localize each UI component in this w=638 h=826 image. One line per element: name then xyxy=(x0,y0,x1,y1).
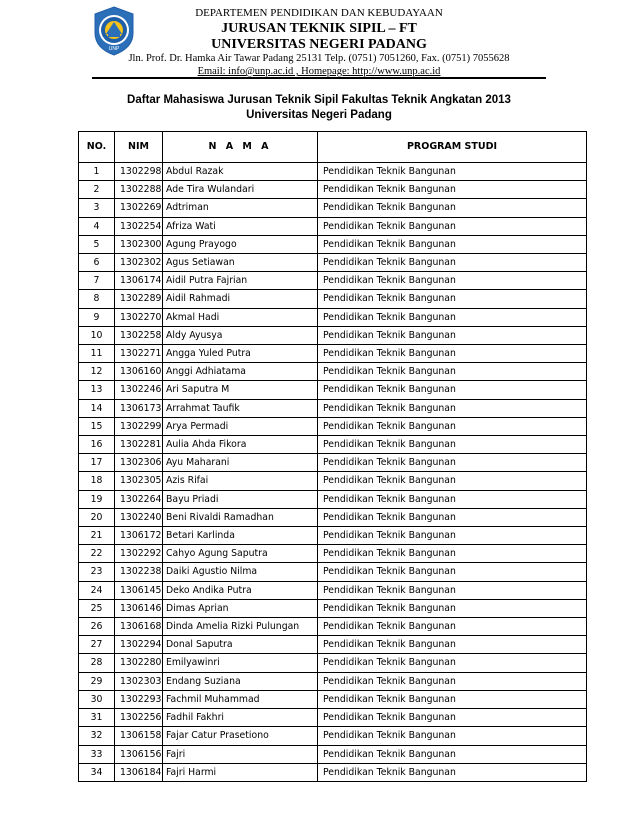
cell-nim: 1302264 xyxy=(115,490,163,508)
cell-no: 33 xyxy=(79,745,115,763)
cell-no: 1 xyxy=(79,163,115,181)
cell-name: Dimas Aprian xyxy=(163,599,318,617)
table-row xyxy=(79,672,587,690)
cell-name: Arrahmat Taufik xyxy=(163,399,318,417)
cell-program: Pendidikan Teknik Bangunan xyxy=(318,217,587,235)
cell-program: Pendidikan Teknik Bangunan xyxy=(318,654,587,672)
cell-program: Pendidikan Teknik Bangunan xyxy=(318,417,587,435)
cell-program: Pendidikan Teknik Bangunan xyxy=(318,745,587,763)
table-body xyxy=(79,163,587,782)
cell-no: 29 xyxy=(79,672,115,690)
table-row xyxy=(79,163,587,181)
cell-program: Pendidikan Teknik Bangunan xyxy=(318,272,587,290)
table-row xyxy=(79,399,587,417)
table-row xyxy=(79,727,587,745)
table-row xyxy=(79,508,587,526)
cell-nim: 1302280 xyxy=(115,654,163,672)
table-row xyxy=(79,454,587,472)
table-row xyxy=(79,308,587,326)
cell-name: Arya Permadi xyxy=(163,417,318,435)
cell-program: Pendidikan Teknik Bangunan xyxy=(318,399,587,417)
table-row xyxy=(79,363,587,381)
table-row xyxy=(79,217,587,235)
cell-no: 19 xyxy=(79,490,115,508)
cell-program: Pendidikan Teknik Bangunan xyxy=(318,199,587,217)
cell-program: Pendidikan Teknik Bangunan xyxy=(318,672,587,690)
cell-nim: 1302293 xyxy=(115,690,163,708)
cell-no: 26 xyxy=(79,618,115,636)
cell-program: Pendidikan Teknik Bangunan xyxy=(318,636,587,654)
cell-nim: 1306184 xyxy=(115,763,163,781)
header-nim: NIM xyxy=(115,132,163,163)
cell-no: 34 xyxy=(79,763,115,781)
cell-nim: 1302281 xyxy=(115,436,163,454)
cell-program: Pendidikan Teknik Bangunan xyxy=(318,235,587,253)
cell-program: Pendidikan Teknik Bangunan xyxy=(318,254,587,272)
table-row xyxy=(79,581,587,599)
cell-name: Aidil Putra Fajrian xyxy=(163,272,318,290)
cell-nim: 1302303 xyxy=(115,672,163,690)
cell-no: 17 xyxy=(79,454,115,472)
cell-program: Pendidikan Teknik Bangunan xyxy=(318,181,587,199)
cell-nim: 1302254 xyxy=(115,217,163,235)
header-program: PROGRAM STUDI xyxy=(318,132,587,163)
cell-no: 16 xyxy=(79,436,115,454)
cell-name: Anggi Adhiatama xyxy=(163,363,318,381)
cell-program: Pendidikan Teknik Bangunan xyxy=(318,599,587,617)
table-row xyxy=(79,199,587,217)
cell-name: Adtriman xyxy=(163,199,318,217)
table-row xyxy=(79,472,587,490)
cell-program: Pendidikan Teknik Bangunan xyxy=(318,690,587,708)
letterhead xyxy=(0,0,638,78)
cell-no: 9 xyxy=(79,308,115,326)
cell-no: 30 xyxy=(79,690,115,708)
cell-nim: 1302258 xyxy=(115,326,163,344)
cell-name: Fajri Harmi xyxy=(163,763,318,781)
cell-name: Fadhil Fakhri xyxy=(163,709,318,727)
table-header-row xyxy=(79,132,587,163)
cell-no: 5 xyxy=(79,235,115,253)
logo-text: UNP xyxy=(108,46,120,52)
cell-name: Agung Prayogo xyxy=(163,235,318,253)
cell-no: 28 xyxy=(79,654,115,672)
table-row xyxy=(79,181,587,199)
cell-nim: 1302271 xyxy=(115,345,163,363)
cell-nim: 1302238 xyxy=(115,563,163,581)
cell-nim: 1302289 xyxy=(115,290,163,308)
header-no: NO. xyxy=(79,132,115,163)
table-row xyxy=(79,290,587,308)
cell-nim: 1306160 xyxy=(115,363,163,381)
cell-program: Pendidikan Teknik Bangunan xyxy=(318,472,587,490)
cell-nim: 1302288 xyxy=(115,181,163,199)
table-row xyxy=(79,272,587,290)
cell-name: Betari Karlinda xyxy=(163,527,318,545)
cell-no: 11 xyxy=(79,345,115,363)
cell-nim: 1302294 xyxy=(115,636,163,654)
cell-program: Pendidikan Teknik Bangunan xyxy=(318,308,587,326)
cell-nim: 1302299 xyxy=(115,417,163,435)
cell-name: Dinda Amelia Rizki Pulungan xyxy=(163,618,318,636)
cell-program: Pendidikan Teknik Bangunan xyxy=(318,618,587,636)
cell-name: Ari Saputra M xyxy=(163,381,318,399)
table-row xyxy=(79,490,587,508)
cell-name: Fajri xyxy=(163,745,318,763)
cell-nim: 1302302 xyxy=(115,254,163,272)
cell-no: 24 xyxy=(79,581,115,599)
table-row xyxy=(79,599,587,617)
cell-program: Pendidikan Teknik Bangunan xyxy=(318,326,587,344)
cell-no: 10 xyxy=(79,326,115,344)
cell-nim: 1302300 xyxy=(115,235,163,253)
cell-name: Emilyawinri xyxy=(163,654,318,672)
university-name: UNIVERSITAS NEGERI PADANG xyxy=(211,37,427,52)
cell-name: Aulia Ahda Fikora xyxy=(163,436,318,454)
cell-no: 15 xyxy=(79,417,115,435)
table-row xyxy=(79,636,587,654)
table-row xyxy=(79,654,587,672)
cell-program: Pendidikan Teknik Bangunan xyxy=(318,545,587,563)
cell-name: Daiki Agustio Nilma xyxy=(163,563,318,581)
cell-nim: 1306174 xyxy=(115,272,163,290)
cell-name: Abdul Razak xyxy=(163,163,318,181)
cell-no: 22 xyxy=(79,545,115,563)
table-row xyxy=(79,709,587,727)
cell-program: Pendidikan Teknik Bangunan xyxy=(318,527,587,545)
cell-program: Pendidikan Teknik Bangunan xyxy=(318,436,587,454)
cell-no: 13 xyxy=(79,381,115,399)
cell-nim: 1302292 xyxy=(115,545,163,563)
cell-no: 27 xyxy=(79,636,115,654)
cell-program: Pendidikan Teknik Bangunan xyxy=(318,563,587,581)
table-row xyxy=(79,417,587,435)
cell-program: Pendidikan Teknik Bangunan xyxy=(318,345,587,363)
cell-name: Fajar Catur Prasetiono xyxy=(163,727,318,745)
cell-no: 6 xyxy=(79,254,115,272)
table-row xyxy=(79,254,587,272)
cell-nim: 1306158 xyxy=(115,727,163,745)
cell-name: Fachmil Muhammad xyxy=(163,690,318,708)
cell-name: Cahyo Agung Saputra xyxy=(163,545,318,563)
table-row xyxy=(79,235,587,253)
cell-no: 18 xyxy=(79,472,115,490)
contact-line: Email: info@unp.ac.id , Homepage: http://www.unp.ac.id xyxy=(197,66,441,77)
cell-program: Pendidikan Teknik Bangunan xyxy=(318,727,587,745)
cell-nim: 1302298 xyxy=(115,163,163,181)
cell-name: Ade Tira Wulandari xyxy=(163,181,318,199)
department-name: JURUSAN TEKNIK SIPIL – FT xyxy=(221,21,417,36)
document-subtitle: Universitas Negeri Padang xyxy=(246,109,392,121)
cell-no: 4 xyxy=(79,217,115,235)
cell-nim: 1306173 xyxy=(115,399,163,417)
cell-program: Pendidikan Teknik Bangunan xyxy=(318,508,587,526)
cell-no: 23 xyxy=(79,563,115,581)
cell-nim: 1302305 xyxy=(115,472,163,490)
header-rule xyxy=(92,77,546,79)
cell-nim: 1306172 xyxy=(115,527,163,545)
table-row xyxy=(79,690,587,708)
table-row xyxy=(79,381,587,399)
header-name: N A M A xyxy=(163,132,318,163)
cell-no: 2 xyxy=(79,181,115,199)
cell-name: Agus Setiawan xyxy=(163,254,318,272)
cell-name: Bayu Priadi xyxy=(163,490,318,508)
cell-no: 7 xyxy=(79,272,115,290)
cell-program: Pendidikan Teknik Bangunan xyxy=(318,163,587,181)
cell-nim: 1306156 xyxy=(115,745,163,763)
cell-program: Pendidikan Teknik Bangunan xyxy=(318,490,587,508)
cell-program: Pendidikan Teknik Bangunan xyxy=(318,709,587,727)
table-row xyxy=(79,618,587,636)
cell-name: Angga Yuled Putra xyxy=(163,345,318,363)
cell-nim: 1302246 xyxy=(115,381,163,399)
cell-program: Pendidikan Teknik Bangunan xyxy=(318,363,587,381)
table-row xyxy=(79,326,587,344)
ministry-name: DEPARTEMEN PENDIDIKAN DAN KEBUDAYAAN xyxy=(195,7,443,19)
table-row xyxy=(79,563,587,581)
cell-no: 32 xyxy=(79,727,115,745)
table-row xyxy=(79,545,587,563)
table-row xyxy=(79,436,587,454)
cell-name: Ayu Maharani xyxy=(163,454,318,472)
cell-nim: 1302256 xyxy=(115,709,163,727)
cell-program: Pendidikan Teknik Bangunan xyxy=(318,381,587,399)
cell-name: Aidil Rahmadi xyxy=(163,290,318,308)
cell-nim: 1306145 xyxy=(115,581,163,599)
cell-no: 3 xyxy=(79,199,115,217)
address-line: Jln. Prof. Dr. Hamka Air Tawar Padang 25131 Telp. (0751) 7051260, Fax. (0751) 7055628 xyxy=(128,53,510,64)
cell-program: Pendidikan Teknik Bangunan xyxy=(318,763,587,781)
cell-name: Deko Andika Putra xyxy=(163,581,318,599)
cell-no: 8 xyxy=(79,290,115,308)
cell-nim: 1302269 xyxy=(115,199,163,217)
table-row xyxy=(79,527,587,545)
cell-name: Aldy Ayusya xyxy=(163,326,318,344)
cell-nim: 1302270 xyxy=(115,308,163,326)
cell-no: 21 xyxy=(79,527,115,545)
student-table xyxy=(78,131,587,782)
cell-no: 20 xyxy=(79,508,115,526)
cell-name: Donal Saputra xyxy=(163,636,318,654)
cell-program: Pendidikan Teknik Bangunan xyxy=(318,454,587,472)
cell-nim: 1302306 xyxy=(115,454,163,472)
table-row xyxy=(79,745,587,763)
cell-program: Pendidikan Teknik Bangunan xyxy=(318,581,587,599)
cell-no: 14 xyxy=(79,399,115,417)
cell-no: 12 xyxy=(79,363,115,381)
cell-no: 31 xyxy=(79,709,115,727)
table-row xyxy=(79,763,587,781)
document-title: Daftar Mahasiswa Jurusan Teknik Sipil Fakultas Teknik Angkatan 2013 xyxy=(127,94,511,106)
cell-name: Azis Rifai xyxy=(163,472,318,490)
cell-nim: 1306168 xyxy=(115,618,163,636)
cell-no: 25 xyxy=(79,599,115,617)
cell-nim: 1302240 xyxy=(115,508,163,526)
cell-program: Pendidikan Teknik Bangunan xyxy=(318,290,587,308)
cell-nim: 1306146 xyxy=(115,599,163,617)
cell-name: Afriza Wati xyxy=(163,217,318,235)
cell-name: Akmal Hadi xyxy=(163,308,318,326)
cell-name: Endang Suziana xyxy=(163,672,318,690)
table-row xyxy=(79,345,587,363)
cell-name: Beni Rivaldi Ramadhan xyxy=(163,508,318,526)
